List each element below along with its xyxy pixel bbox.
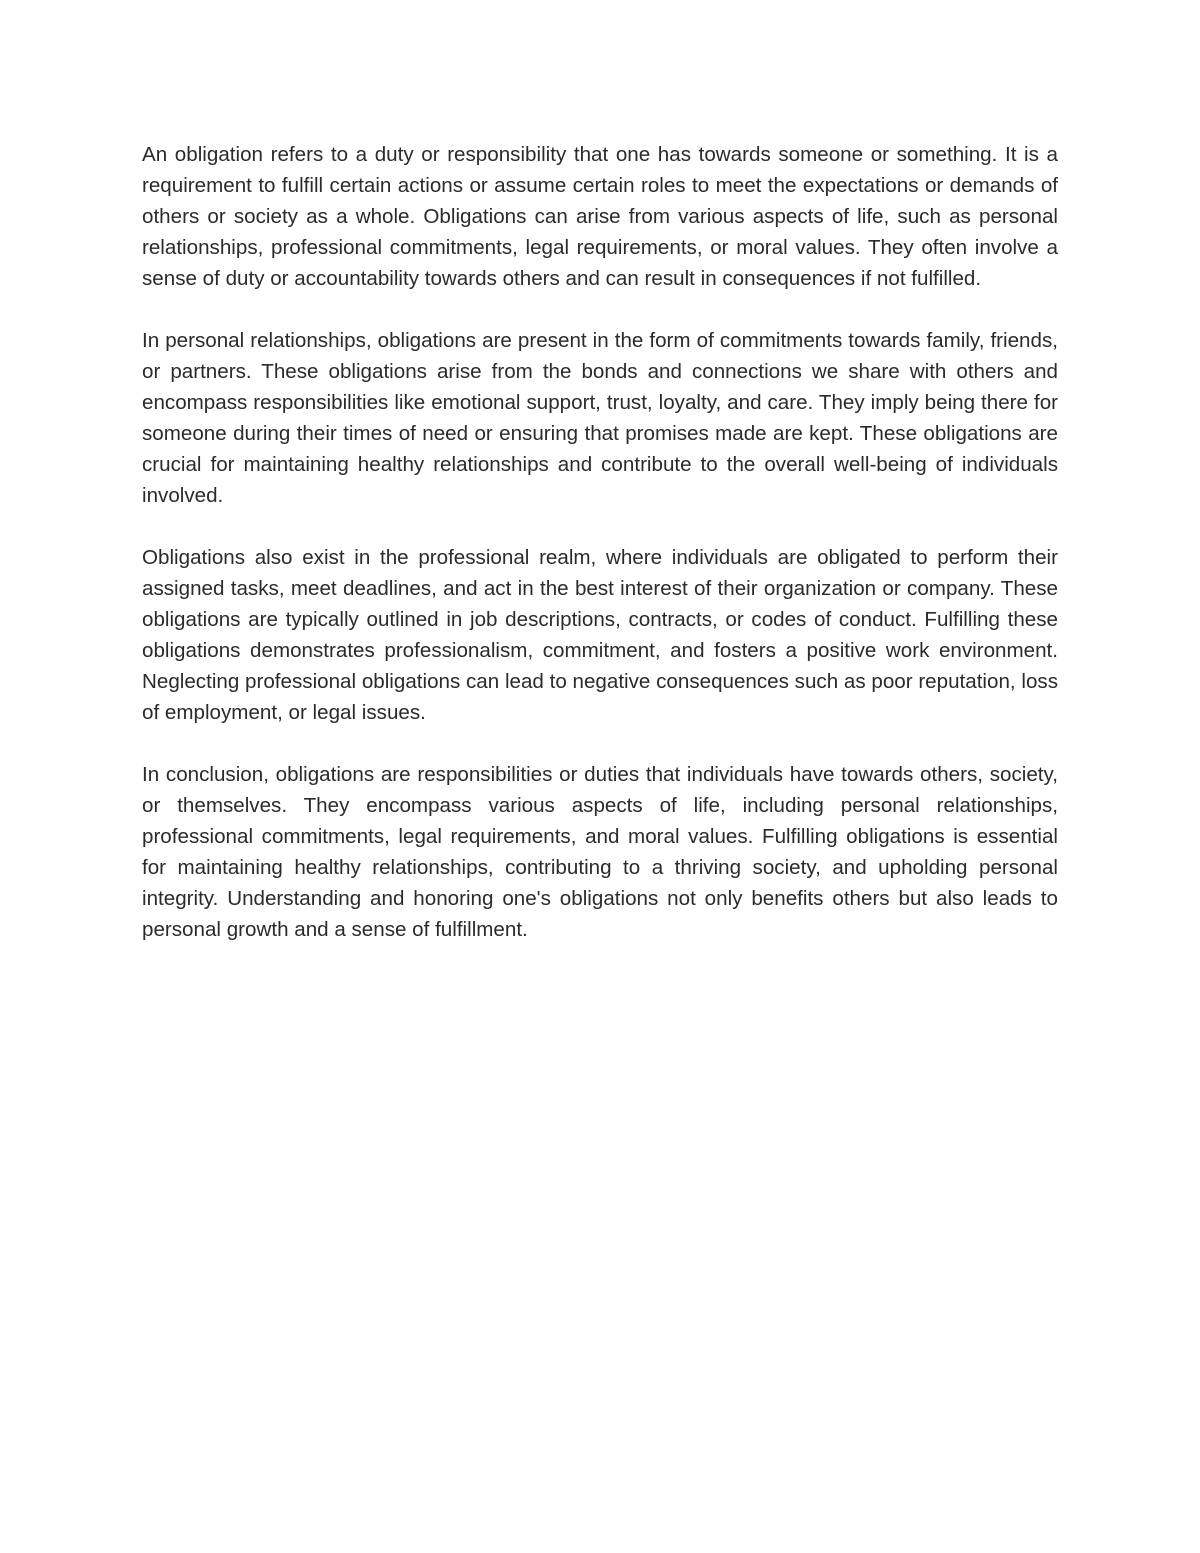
paragraph-definition: An obligation refers to a duty or responsibility that one has towards someone or something. It is a requirement to fulfill certain actions or assume certain roles to meet the expectations or demands of others or society as a whole. Obligations can arise from various aspects of life, such as personal relationships, professional commitments, legal requirements, or moral values. They often involve a sense of duty or accountability towards others and can result in consequences if not fulfilled. (142, 143, 1058, 290)
document-body (142, 139, 1058, 976)
paragraph-professional-realm: Obligations also exist in the professional realm, where individuals are obligated to perform their assigned tasks, meet deadlines, and act in the best interest of their organization or company. These obligations are typically outlined in job descriptions, contracts, or codes of conduct. Fulfilling these obligations demonstrates professionalism, commitment, and fosters a positive work environment. Neglecting professional obligations can lead to negative consequences such as poor reputation, loss of employment, or legal issues. (142, 546, 1058, 724)
paragraph-conclusion: In conclusion, obligations are responsibilities or duties that individuals have towards others, society, or themselves. They encompass various aspects of life, including personal relationships, professional commitments, legal requirements, and moral values. Fulfilling obligations is essential for maintaining healthy relationships, contributing to a thriving society, and upholding personal integrity. Understanding and honoring one's obligations not only benefits others but also leads to personal growth and a sense of fulfillment. (142, 763, 1058, 941)
paragraph-personal-relationships: In personal relationships, obligations are present in the form of commitments towards family, friends, or partners. These obligations arise from the bonds and connections we share with others and encompass responsibilities like emotional support, trust, loyalty, and care. They imply being there for someone during their times of need or ensuring that promises made are kept. These obligations are crucial for maintaining healthy relationships and contribute to the overall well-being of individuals involved. (142, 329, 1058, 507)
